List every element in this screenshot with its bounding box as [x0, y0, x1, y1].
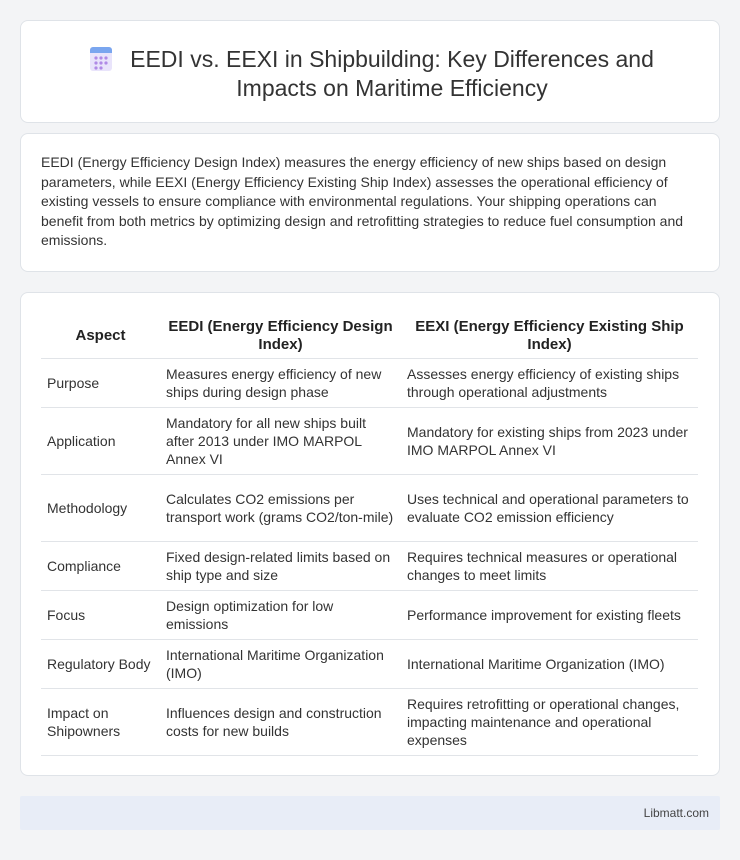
intro-card — [20, 133, 720, 272]
aspect-cell: Methodology — [41, 475, 160, 542]
eexi-cell: Uses technical and operational parameters to evaluate CO2 emission efficiency — [401, 475, 698, 542]
table-row — [41, 591, 698, 640]
comparison-table — [41, 312, 698, 756]
eexi-cell: Assesses energy efficiency of existing ships through operational adjustments — [401, 359, 698, 408]
eexi-cell: Requires technical measures or operational changes to meet limits — [401, 542, 698, 591]
eexi-cell: International Maritime Organization (IMO) — [401, 640, 698, 689]
header-aspect: Aspect — [75, 327, 126, 344]
eedi-cell: International Maritime Organization (IMO) — [160, 640, 401, 689]
header-eedi: EEDI (Energy Efficiency Design Index) — [168, 318, 393, 353]
aspect-cell: Impact on Shipowners — [41, 689, 160, 756]
table-row — [41, 408, 698, 475]
table-header-row — [41, 312, 698, 359]
eexi-cell: Requires retrofitting or operational changes, impacting maintenance and operational expenses — [401, 689, 698, 756]
document-icon — [86, 44, 116, 74]
intro-paragraph: EEDI (Energy Efficiency Design Index) measures the energy efficiency of new ships based on design parameters, while EEXI (Energy Efficiency Existing Ship Index) assesses the operational efficiency of existing vessels to ensure compliance with environmental regulations. Your shipping operations can benefit from both metrics by optimizing design and retrofitting strategies to reduce fuel consumption and emissions. — [41, 154, 684, 249]
aspect-cell: Purpose — [41, 359, 160, 408]
aspect-cell: Application — [41, 408, 160, 475]
title-line-1: EEDI vs. EEXI in Shipbuilding: Key Differences and — [130, 46, 654, 72]
aspect-cell: Regulatory Body — [41, 640, 160, 689]
eedi-cell: Calculates CO2 emissions per transport work (grams CO2/ton-mile) — [160, 475, 401, 542]
table-row — [41, 640, 698, 689]
footer — [20, 796, 720, 830]
table-row — [41, 689, 698, 756]
eedi-cell: Design optimization for low emissions — [160, 591, 401, 640]
footer-site-link[interactable]: Libmatt.com — [643, 806, 709, 820]
eexi-cell: Performance improvement for existing fleets — [401, 591, 698, 640]
eedi-cell: Measures energy efficiency of new ships during design phase — [160, 359, 401, 408]
eedi-cell: Mandatory for all new ships built after 2013 under IMO MARPOL Annex VI — [160, 408, 401, 475]
eedi-cell: Influences design and construction costs for new builds — [160, 689, 401, 756]
table-row — [41, 359, 698, 408]
header-card — [20, 20, 720, 123]
table-row — [41, 475, 698, 542]
header-eexi: EEXI (Energy Efficiency Existing Ship Index) — [415, 318, 684, 353]
eedi-cell: Fixed design-related limits based on ship type and size — [160, 542, 401, 591]
aspect-cell: Focus — [41, 591, 160, 640]
page-title — [130, 45, 654, 103]
aspect-cell: Compliance — [41, 542, 160, 591]
table-row — [41, 542, 698, 591]
title-line-2: Impacts on Maritime Efficiency — [236, 75, 548, 101]
comparison-table-card — [20, 292, 720, 776]
eexi-cell: Mandatory for existing ships from 2023 under IMO MARPOL Annex VI — [401, 408, 698, 475]
